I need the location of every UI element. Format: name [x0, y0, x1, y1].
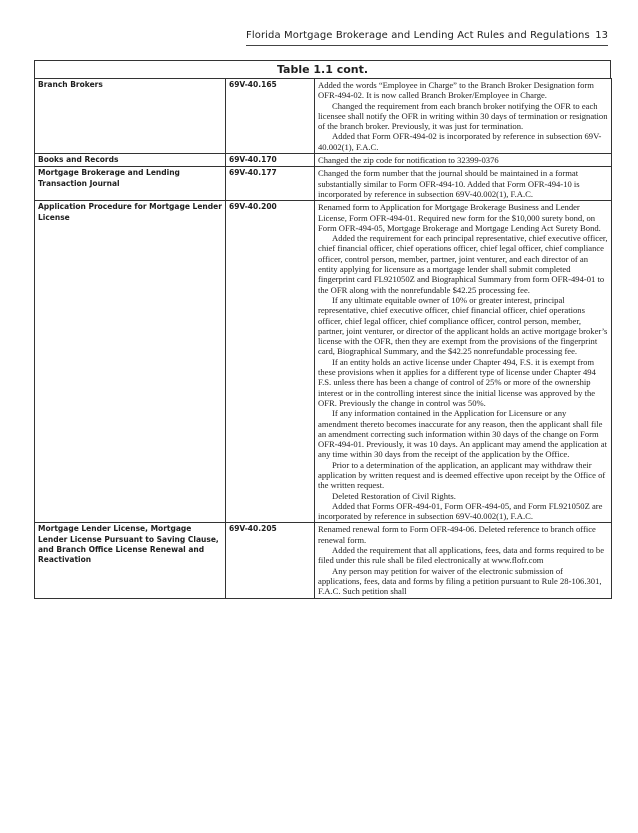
subject-cell: Books and Records — [35, 154, 226, 167]
change-paragraph: Any person may petition for waiver of the electronic submission of applications, fees, data and forms by filing a petition pursuant to Rule 28-106.301, F.A.C. Such petition shall — [318, 565, 602, 597]
rule-number-cell: 69V-40.200 — [226, 201, 315, 523]
change-paragraph: If any ultimate equitable owner of 10% or greater interest, principal representative, chief executive officer, chief financial officer, chief operations officer, chief legal officer, chief compliance officer, control person, member, partner, joint venturer, or director of the applicant holds an active mortgage broker’s license with the OFR, then they are exempt from the provisions of the fingerprint card, Biographical Summary, and the $42.25 nonrefundable processing fee. — [318, 294, 608, 357]
change-paragraph: If any information contained in the Application for Licensure or any amendment thereto becomes inaccurate for any reason, then the applicant shall file an amendment correcting such information within 30 days of the change on Form OFR-494-01. Previously, it was 10 days. An applicant may amend the application at any time within 30 days from the receipt of the application by the Office. — [318, 408, 607, 460]
table-row — [35, 167, 612, 201]
table-row — [35, 79, 612, 154]
change-paragraph: Changed the form number that the journal should be maintained in a format substantially similar to Form OFR-494-10. Added that Form OFR-494-10 is incorporated by reference in subsection 69V-40.002(1), F.A.C. — [318, 168, 580, 199]
table-row — [35, 523, 612, 598]
change-paragraph: Added that Form OFR-494-02 is incorporated by reference in subsection 69V-40.002(1), F.A.C. — [318, 131, 602, 152]
subject-cell: Branch Brokers — [35, 79, 226, 154]
change-paragraph: Added the requirement for each principal representative, chief executive officer, chief financial officer, chief operations officer, chief legal officer, chief compliance officer, control person, member, partner, joint venturer, and each director of an entity applying for licensure as a mortgage lender shall submit completed fingerprint card FL921050Z and Biographical Summary from form OFR-494-01 to the OFR along with the nonrefundable $42.25 processing fee. — [318, 233, 608, 295]
change-paragraph: Prior to a determination of the application, an applicant may withdraw their application by written request and is deemed effective upon receipt by the Office of the written request. — [318, 459, 606, 491]
subject-cell: Application Procedure for Mortgage Lender License — [35, 201, 226, 523]
table-row — [35, 201, 612, 523]
changes-cell — [315, 167, 612, 201]
change-paragraph: If an entity holds an active license under Chapter 494, F.S. it is exempt from these provisions when it applies for a different type of license under Chapter 494 F.S. unless there has been a change of control of 25% or more of the ownership interest or in the controlling interest since the initial license was approved by the OFR. Previously the change in control was 50%. — [318, 356, 596, 408]
change-paragraph: Added that Forms OFR-494-01, Form OFR-494-05, and Form FL921050Z are incorporated by reference in subsection 69V-40.002(1), F.A.C. — [318, 500, 603, 522]
rule-number-cell: 69V-40.205 — [226, 523, 315, 598]
table-title: Table 1.1 cont. — [34, 60, 611, 79]
rule-number-cell: 69V-40.177 — [226, 167, 315, 201]
change-paragraph: Changed the requirement from each branch broker notifying the OFR to each licensee shall notify the OFR in writing within 30 days of termination or resignation of the branch broker. Previously, it was just for termination. — [318, 100, 608, 132]
change-paragraph: Changed the zip code for notification to 32399-0376 — [318, 155, 499, 166]
rule-number-cell: 69V-40.170 — [226, 154, 315, 167]
change-paragraph: Deleted Restoration of Civil Rights. — [332, 490, 456, 501]
change-paragraph: Added the words “Employee in Charge” to the Branch Broker Designation form OFR-494-02. It is now called Branch Broker/Employee in Charge. — [318, 80, 594, 101]
changes-cell — [315, 523, 612, 598]
rules-table — [34, 78, 612, 599]
rule-number-cell: 69V-40.165 — [226, 79, 315, 154]
header-rule — [246, 45, 608, 46]
changes-cell — [315, 79, 612, 154]
page-number: 13 — [595, 30, 608, 41]
subject-cell: Mortgage Lender License, Mortgage Lender License Pursuant to Saving Clause, and Branch Office License Renewal and Reactivation — [35, 523, 226, 598]
rules-table-body — [35, 79, 612, 599]
table-row — [35, 154, 612, 167]
running-header — [246, 30, 608, 46]
running-title: Florida Mortgage Brokerage and Lending Act Rules and Regulations — [246, 30, 590, 41]
subject-cell: Mortgage Brokerage and Lending Transaction Journal — [35, 167, 226, 201]
change-paragraph: Renamed form to Application for Mortgage Brokerage Business and Lender License, Form OFR-494-01. Required new form for the $10,000 surety bond, on Form OFR-494-05, Mortgage Brokerage and Mortgage Lending Act Surety Bond. — [318, 202, 601, 233]
changes-cell — [315, 154, 612, 167]
change-paragraph: Added the requirement that all applications, fees, data and forms required to be filed under this rule shall be filed electronically at www.flofr.com — [318, 545, 605, 566]
changes-cell — [315, 201, 612, 523]
change-paragraph: Renamed renewal form to Form OFR-494-06. Deleted reference to branch office renewal form. — [318, 524, 596, 545]
